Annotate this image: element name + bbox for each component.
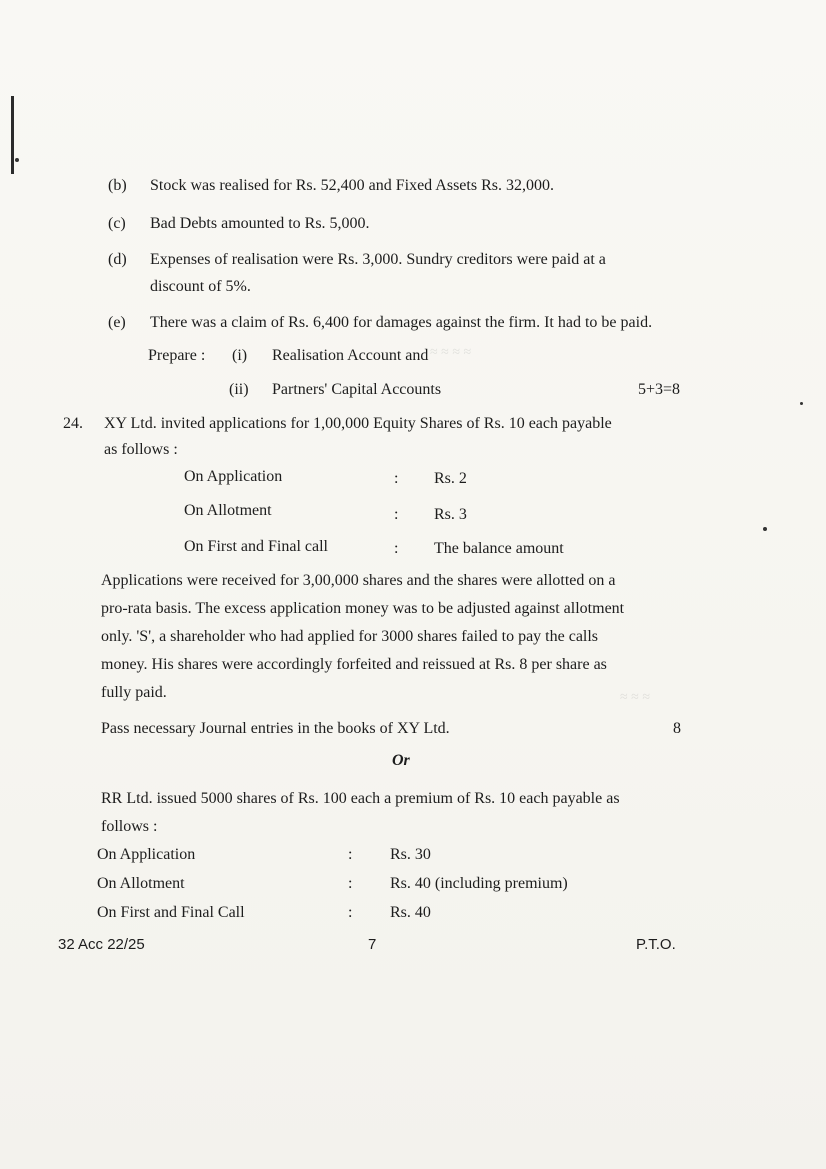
call-value: The balance amount — [434, 540, 564, 557]
q24-para-line: Applications were received for 3,00,000 shares and the shares were allotted on a — [101, 572, 616, 589]
alt-call-sep: : — [348, 875, 353, 892]
item-e-text: There was a claim of Rs. 6,400 for damages against the firm. It had to be paid. — [150, 314, 653, 331]
q24-para-line: fully paid. — [101, 684, 167, 701]
item-d-text-line2: discount of 5%. — [150, 278, 251, 295]
alt-call-sep: : — [348, 846, 353, 863]
q23-marks: 5+3=8 — [638, 381, 681, 398]
call-value: Rs. 2 — [434, 470, 467, 487]
prepare-ii-label: (ii) — [229, 381, 249, 398]
call-label: On First and Final call — [184, 538, 328, 555]
alt-call-sep: : — [348, 904, 353, 921]
footer-pto: P.T.O. — [636, 936, 676, 953]
alt-call-label: On Application — [97, 846, 196, 863]
left-margin-rule — [11, 96, 14, 174]
bleed-through: ≈ ≈ ≈ — [620, 690, 651, 705]
q24-alt-line1: RR Ltd. issued 5000 shares of Rs. 100 each a premium of Rs. 10 each payable as — [101, 790, 620, 807]
item-b-label: (b) — [108, 177, 127, 194]
bleed-through: ≈ ≈ ≈ ≈ — [430, 345, 472, 360]
call-sep: : — [394, 470, 399, 487]
prepare-ii-text: Partners' Capital Accounts — [272, 381, 442, 398]
q24-marks: 8 — [673, 720, 681, 737]
call-label: On Application — [184, 468, 283, 485]
alt-call-value: Rs. 40 (including premium) — [390, 875, 568, 892]
speck — [763, 527, 767, 531]
item-e-label: (e) — [108, 314, 126, 331]
q24-intro-line1: XY Ltd. invited applications for 1,00,000 Equity Shares of Rs. 10 each payable — [104, 415, 612, 432]
q24-number: 24. — [63, 415, 83, 432]
q24-para-line: money. His shares were accordingly forfeited and reissued at Rs. 8 per share as — [101, 656, 607, 673]
call-value: Rs. 3 — [434, 506, 467, 523]
q24-para-line: pro-rata basis. The excess application money was to be adjusted against allotment — [101, 600, 625, 617]
item-d-text-line1: Expenses of realisation were Rs. 3,000. Sundry creditors were paid at a — [150, 251, 606, 268]
speck — [15, 158, 19, 162]
item-d-label: (d) — [108, 251, 127, 268]
q24-para-line: only. 'S', a shareholder who had applied for 3000 shares failed to pay the calls — [101, 628, 599, 645]
call-sep: : — [394, 540, 399, 557]
alt-call-value: Rs. 40 — [390, 904, 431, 921]
prepare-i-label: (i) — [232, 347, 248, 364]
alt-call-value: Rs. 30 — [390, 846, 431, 863]
q24-pass-instruction: Pass necessary Journal entries in the books of XY Ltd. — [101, 720, 450, 737]
q24-intro-line2: as follows : — [104, 441, 178, 458]
alt-call-label: On Allotment — [97, 875, 185, 892]
q24-alt-line2: follows : — [101, 818, 158, 835]
item-c-label: (c) — [108, 215, 126, 232]
or-separator: Or — [392, 752, 410, 769]
speck — [800, 402, 803, 405]
prepare-label: Prepare : — [148, 347, 206, 364]
footer-paper-code: 32 Acc 22/25 — [58, 936, 145, 953]
alt-call-label: On First and Final Call — [97, 904, 245, 921]
prepare-i-text: Realisation Account and — [272, 347, 429, 364]
call-label: On Allotment — [184, 502, 272, 519]
item-b-text: Stock was realised for Rs. 52,400 and Fixed Assets Rs. 32,000. — [150, 177, 554, 194]
call-sep: : — [394, 506, 399, 523]
item-c-text: Bad Debts amounted to Rs. 5,000. — [150, 215, 370, 232]
footer-page-number: 7 — [368, 936, 377, 953]
